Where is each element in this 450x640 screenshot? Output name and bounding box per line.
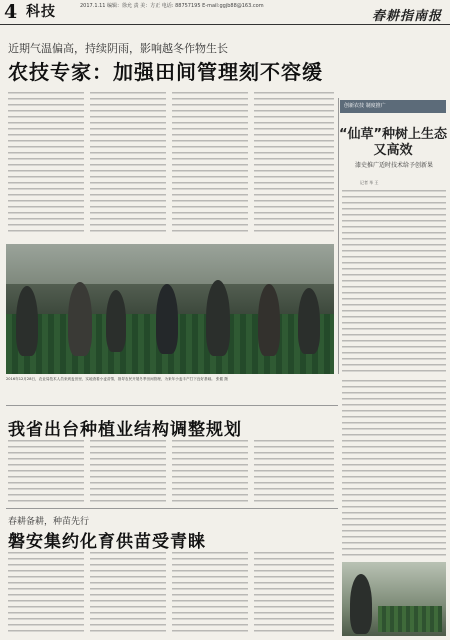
article2-column-1 (8, 440, 84, 504)
section-divider-2 (6, 508, 338, 509)
article2-headline: 我省出台种植业结构调整规划 (8, 420, 242, 440)
photo-caption-text: 2016年12月28日，农业局技术人员来到麦田里，实地查看小麦苗情，指导农民开展冬季田间管理，为来年小麦丰产打下良好基础。 (6, 377, 215, 381)
article1-column-4 (254, 92, 334, 236)
sidebar-column-1 (342, 190, 446, 374)
seedling-photo (342, 562, 446, 636)
section-divider-1 (6, 405, 338, 406)
article3-column-2 (90, 552, 166, 636)
article3-kicker: 春耕备耕，种苗先行 (8, 517, 90, 527)
article2-column-2 (90, 440, 166, 504)
person-figure-1 (16, 286, 38, 356)
article3-headline: 磐安集约化育供苗受青睐 (8, 532, 206, 552)
article3-column-1 (8, 552, 84, 636)
article1-column-1 (8, 92, 84, 236)
article1-column-2 (90, 92, 166, 236)
person-figure-2 (68, 282, 92, 356)
section-title: 科技 (26, 4, 56, 20)
masthead: 春耕指南报 (372, 9, 443, 24)
person-figure-5 (206, 280, 230, 356)
photo-person (350, 574, 372, 634)
sidebar-headline: “仙草”种树上生态又高效 (338, 127, 448, 158)
article1-kicker: 近期气温偏高，持续阴雨，影响越冬作物生长 (8, 42, 228, 55)
article2-column-4 (254, 440, 334, 504)
person-figure-6 (258, 284, 280, 356)
person-figure-7 (298, 288, 320, 354)
article2-column-3 (172, 440, 248, 504)
field-photo (6, 244, 334, 374)
sidebar-byline: 记者 毕 王 (360, 180, 379, 185)
sidebar-label: 创新农技 制度推广 (340, 100, 446, 113)
page-number: 4 (4, 1, 18, 23)
article3-column-3 (172, 552, 248, 636)
person-figure-3 (106, 290, 126, 352)
header-meta: 2017.1.11 编辑：徐允 责 美：方正 电话: 88757195 E-mail:ggjb88@163.com (80, 3, 264, 9)
photo-credit: 张健 摄 (215, 377, 228, 381)
article1-column-3 (172, 92, 248, 236)
sidebar-column-2 (342, 380, 446, 560)
sidebar-subhead: 漆史推广适时技术给予创新果 (354, 162, 433, 169)
article3-column-4 (254, 552, 334, 636)
article1-headline: 农技专家：加强田间管理刻不容缓 (8, 60, 323, 84)
person-figure-4 (156, 284, 178, 354)
photo-seedling-tray (378, 606, 442, 632)
photo-sky (6, 244, 334, 284)
